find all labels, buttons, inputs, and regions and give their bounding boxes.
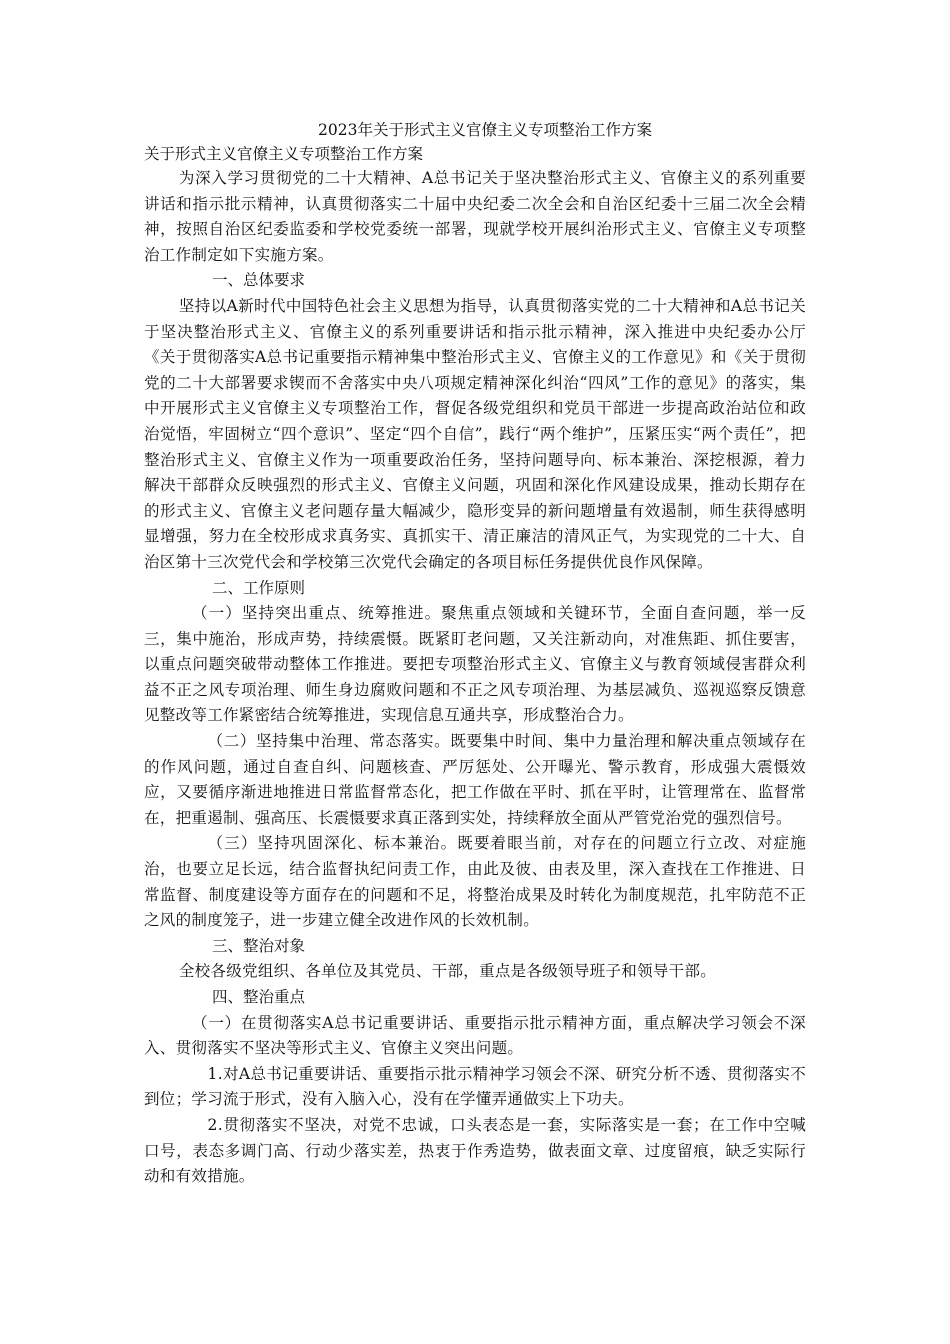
focus-item-2: 2.贯彻落实不坚决，对党不忠诚，口头表态是一套，实际落实是一套；在工作中空喊口号，表态多调门高、行动少落实差，热衷于作秀造势，做表面文章、过度留痕，缺乏实际行动和有效措施。 (144, 1115, 806, 1186)
section-heading-overall-requirements: 一、总体要求 (212, 271, 306, 290)
targets-paragraph: 全校各级党组织、各单位及其党员、干部，重点是各级领导班子和领导干部。 (178, 962, 717, 981)
section-heading-focus: 四、整治重点 (212, 988, 306, 1006)
principle-paragraph-3: （三）坚持巩固深化、标本兼治。既要着眼当前，对存在的问题立行立改、对症施治，也要立足长远，结合监督执纪问责工作，由此及彼、由表及里，深入查找在工作推进、日常监督、制度建设等方面存在的问题和不足，将整治成果及时转化为制度规范，扎牢防范不正之风的制度笼子，进一步建立健全改进作风的长效机制。 (144, 834, 806, 930)
principle-paragraph-2: （二）坚持集中治理、常态落实。既要集中时间、集中力量治理和解决重点领域存在的作风问题，通过自查自纠、问题核查、严厉惩处、公开曝光、警示教育，形成强大震慑效应，又要循序渐进地推进日常监督常态化，把工作做在平时、抓在平时，让管理常在、监督常在，把重遏制、强高压、长震慑要求真正落到实处，持续释放全面从严管党治党的强烈信号。 (144, 732, 806, 827)
focus-item-1: 1.对A总书记重要讲话、重要指示批示精神学习领会不深、研究分析不透、贯彻落实不到位；学习流于形式，没有入脑入心，没有在学懂弄通做实上下功夫。 (144, 1064, 806, 1109)
section-heading-targets: 三、整治对象 (212, 936, 306, 955)
intro-paragraph: 为深入学习贯彻党的二十大精神、A总书记关于坚决整治形式主义、官僚主义的系列重要讲话和指示批示精神，认真贯彻落实二十届中央纪委二次全会和自治区纪委十三届二次全会精神，按照自治区纪委监委和学校党委统一部署，现就学校开展纠治形式主义、官僚主义专项整治工作制定如下实施方案。 (144, 169, 806, 264)
principle-paragraph-1: （一）坚持突出重点、统筹推进。聚焦重点领域和关键环节，全面自查问题，举一反三，集中施治，形成声势，持续震慑。既紧盯老问题，又关注新动向，对准焦距、抓住要害，以重点问题突破带动整体工作推进。要把专项整治形式主义、官僚主义与教育领域侵害群众利益不正之风专项治理、师生身边腐败问题和不正之风专项治理、为基层减负、巡视巡察反馈意见整改等工作紧密结合统筹推进，实现信息互通共享，形成整治合力。 (144, 604, 806, 725)
focus-paragraph-1: （一）在贯彻落实A总书记重要讲话、重要指示批示精神方面，重点解决学习领会不深入、贯彻落实不坚决等形式主义、官僚主义突出问题。 (144, 1013, 806, 1058)
overall-requirements-paragraph: 坚持以A新时代中国特色社会主义思想为指导，认真贯彻落实党的二十大精神和A总书记关于坚决整治形式主义、官僚主义的系列重要讲话和指示批示精神，深入推进中央纪委办公厅《关于贯彻落实A总书记重要指示精神集中整治形式主义、官僚主义的工作意见》和《关于贯彻党的二十大部署要求锲而不舍落实中央八项规定精神深化纠治“四风”工作的意见》的落实，集中开展形式主义官僚主义专项整治工作，督促各级党组织和党员干部进一步提高政治站位和政治觉悟，牢固树立“四个意识”、坚定“四个自信”，践行“两个维护”，压紧压实“两个责任”，把整治形式主义、官僚主义作为一项重要政治任务，坚持问题导向、标本兼治、深挖根源，着力解决干部群众反映强烈的形式主义、官僚主义问题，巩固和深化作风建设成果，推动长期存在的形式主义、官僚主义老问题存量大幅减少，隐形变异的新问题增量有效遏制，师生获得感明显增强，努力在全校形成求真务实、真抓实干、清正廉洁的清风正气，为实现党的二十大、自治区第十三次党代会和学校第三次党代会确定的各项目标任务提供优良作风保障。 (144, 296, 806, 571)
document-page (144, 118, 806, 1298)
document-title: 2023年关于形式主义官僚主义专项整治工作方案 (318, 121, 652, 139)
document-subtitle: 关于形式主义官僚主义专项整治工作方案 (144, 145, 424, 163)
section-heading-work-principles: 二、工作原则 (212, 578, 306, 597)
